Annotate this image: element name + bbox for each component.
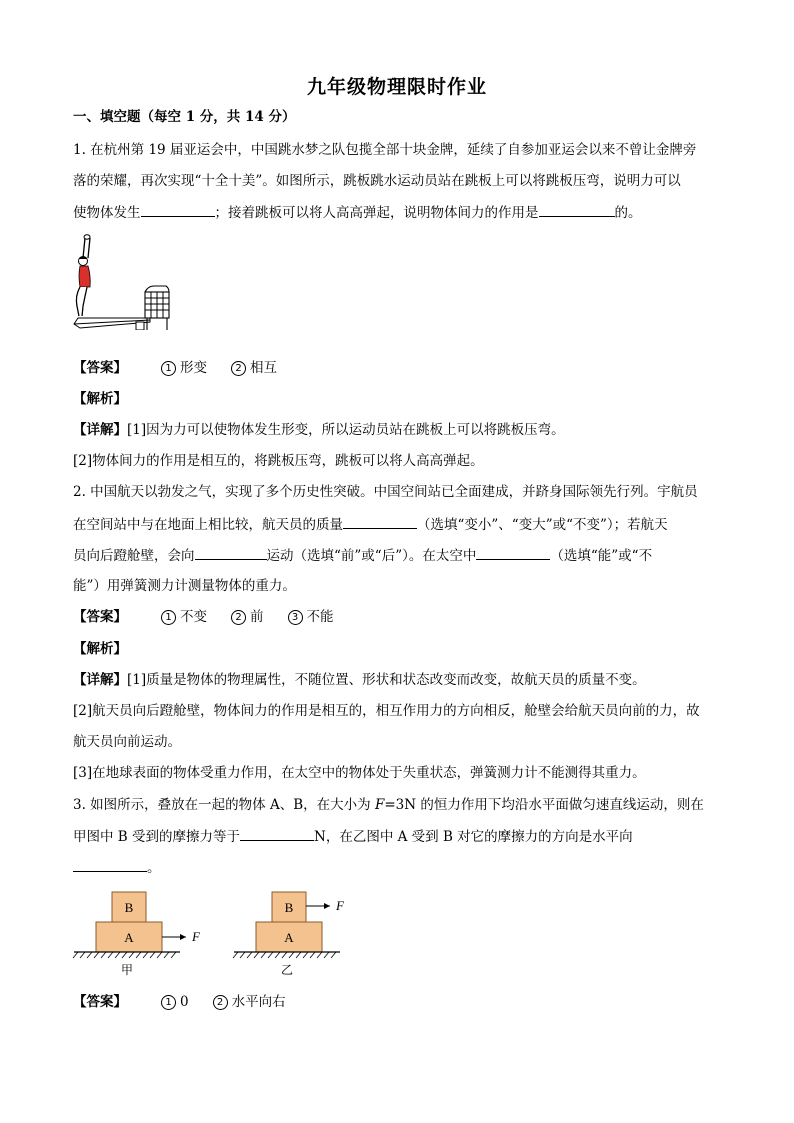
figure-jia	[72, 890, 212, 980]
yi-block-b-label: B	[284, 900, 294, 915]
q2-detail-2a: [2]航天员向后蹬舱壁，物体间力的作用是相互的，相互作用力的方向相反，舱壁会给航天员向前的力，故	[73, 703, 700, 719]
q1-answer: 【答案】 1 形变 2 相互	[73, 360, 277, 376]
figure-yi	[232, 890, 372, 980]
q2-blank-2[interactable]	[195, 545, 267, 560]
q2-detail-1: 【详解】[1]质量是物体的物理属性，不随位置、形状和状态改变而改变，故航天员的质量不变。	[73, 672, 646, 688]
yi-block-a-label: A	[284, 930, 294, 945]
q2-text-line-4: 能”）用弹簧测力计测量物体的重力。	[73, 578, 296, 594]
diving-board-figure	[70, 234, 176, 330]
q1-text-line-1: 1. 在杭州第 19 届亚运会中，中国跳水梦之队包揽全部十块金牌，延续了自参加亚运会以来不曾让金牌旁	[73, 142, 697, 158]
figure-yi-label: 乙	[280, 963, 294, 977]
q2-answer: 【答案】 1 不变 2 前 3 不能	[73, 609, 334, 625]
q3-answer: 【答案】 1 0 2 水平向右	[73, 994, 286, 1010]
q3-blank-1[interactable]	[240, 826, 314, 841]
q3-text-line-1: 3. 如图所示，叠放在一起的物体 A、B，在大小为 F=3N 的恒力作用下均沿水平面做匀速直线运动，则在	[73, 797, 704, 813]
q2-detail-2b: 航天员向前运动。	[73, 734, 181, 750]
yi-force-label: F	[336, 898, 344, 913]
q1-blank-1[interactable]	[141, 202, 215, 217]
figure-jia-label: 甲	[120, 963, 134, 977]
q3-text-line-2: 甲图中 B 受到的摩擦力等于 N，在乙图中 A 受到 B 对它的摩擦力的方向是水平向	[73, 826, 723, 847]
q1-detail-1: 【详解】[1]因为力可以使物体发生形变，所以运动员站在跳板上可以将跳板压弯。	[73, 422, 565, 438]
page-title: 九年级物理限时作业	[306, 76, 487, 98]
q1-detail-2: [2]物体间力的作用是相互的，将跳板压弯，跳板可以将人高高弹起。	[73, 453, 484, 469]
q1-analysis-tag: 【解析】	[73, 391, 127, 407]
q2-text-line-3: 员向后蹬舱壁，会向 运动（选填“前”或“后”）。在太空中 （选填“能”或“不	[73, 545, 723, 566]
jia-force-label: F	[192, 929, 200, 944]
section-heading: 一、填空题（每空 1 分，共 14 分）	[73, 109, 296, 125]
q1-text-line-2: 落的荣耀，再次实现“十全十美”。如图所示，跳板跳水运动员站在跳板上可以将跳板压弯，说明力可以	[73, 173, 681, 189]
q3-text-line-3: 。	[73, 857, 723, 878]
q3-blank-2[interactable]	[73, 857, 147, 872]
q1-text-line-3: 使物体发生 ；接着跳板可以将人高高弹起，说明物体间力的作用是 的。	[73, 202, 723, 223]
q2-blank-1[interactable]	[343, 514, 417, 529]
q2-text-line-2: 在空间站中与在地面上相比较，航天员的质量 （选填“变小”、“变大”或“不变”）；若航天	[73, 514, 723, 535]
jia-block-a-label: A	[124, 930, 134, 945]
q2-text-line-1: 2. 中国航天以勃发之气，实现了多个历史性突破。中国空间站已全面建成，并跻身国际领先行列。宇航员	[73, 484, 698, 500]
q1-blank-2[interactable]	[539, 202, 615, 217]
q2-analysis-tag: 【解析】	[73, 641, 127, 657]
q2-detail-3: [3]在地球表面的物体受重力作用，在太空中的物体处于失重状态，弹簧测力计不能测得其重力。	[73, 765, 646, 781]
q2-blank-3[interactable]	[476, 545, 550, 560]
jia-block-b-label: B	[124, 900, 134, 915]
